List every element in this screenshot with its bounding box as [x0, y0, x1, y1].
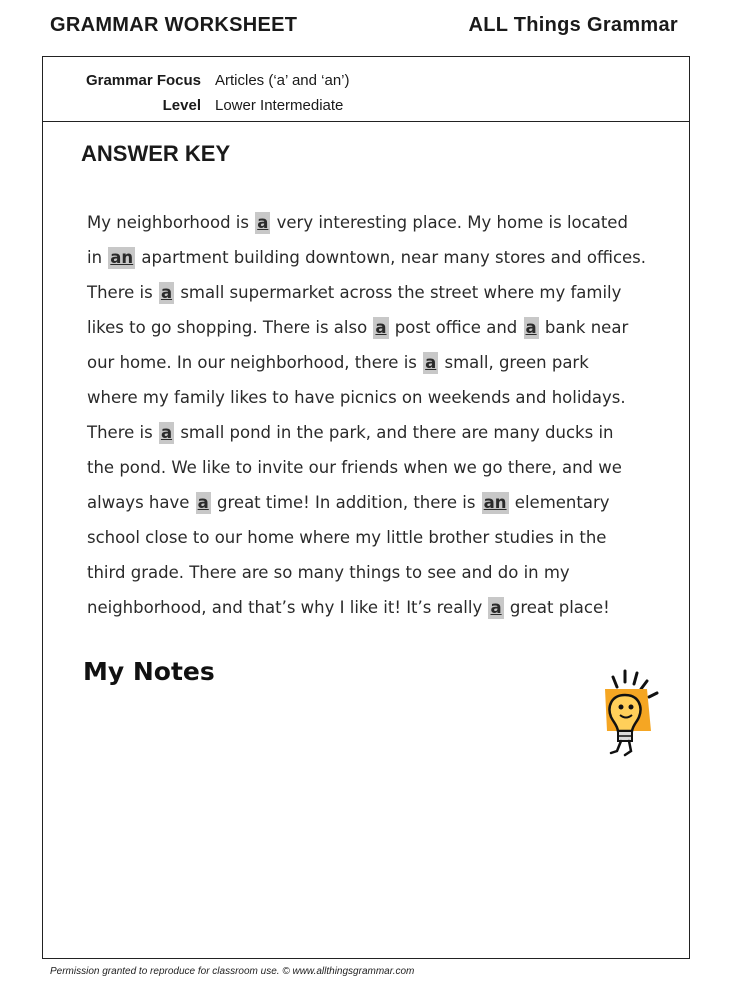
answer-key-heading: ANSWER KEY — [81, 141, 231, 166]
passage-line — [87, 205, 667, 240]
answer-article: a — [160, 283, 173, 302]
passage-text: great time! In addition, there is — [211, 493, 481, 512]
grammar-focus-label: Grammar Focus — [85, 72, 201, 89]
worksheet-frame — [42, 56, 690, 959]
info-box — [43, 57, 689, 122]
passage-text: neighborhood, and that’s why I like it! It’s really — [87, 598, 488, 617]
answer-article: a — [490, 598, 502, 617]
passage-line — [87, 240, 667, 275]
level-label: Level — [162, 97, 201, 114]
worksheet-title: GRAMMAR WORKSHEET — [50, 14, 298, 36]
answer-article: a — [375, 318, 387, 337]
level-value: Lower Intermediate — [215, 97, 344, 114]
passage-text: post office and — [389, 318, 523, 337]
notes-heading: My Notes — [83, 657, 215, 686]
passage-text: likes to go shopping. There is also — [87, 318, 373, 337]
passage-line — [87, 415, 667, 450]
passage-text: third grade. There are so many things to see and do in my — [87, 563, 570, 582]
answer-article: a — [197, 493, 209, 512]
passage-text: bank near — [539, 318, 629, 337]
answer-article: a — [525, 318, 537, 337]
passage-text: the pond. We like to invite our friends when we go there, and we — [87, 458, 622, 477]
passage-text: My neighborhood is — [87, 213, 255, 232]
passage-line — [87, 275, 667, 310]
passage — [87, 205, 667, 625]
grammar-focus-value: Articles (‘a’ and ‘an’) — [215, 72, 350, 89]
passage-text: There is — [87, 283, 158, 302]
passage-text: in — [87, 248, 108, 267]
passage-text: elementary — [509, 493, 610, 512]
lightbulb-mascot-icon — [595, 667, 667, 763]
brand-title: ALL Things Grammar — [468, 14, 678, 36]
passage-text: There is — [87, 423, 158, 442]
passage-line — [87, 485, 667, 520]
passage-text: apartment building downtown, near many stores and offices. — [136, 248, 647, 267]
answer-article: an — [483, 493, 507, 512]
passage-text: great place! — [504, 598, 610, 617]
permission-footer: Permission granted to reproduce for classroom use. © www.allthingsgrammar.com — [50, 966, 415, 977]
passage-line — [87, 310, 667, 345]
passage-text: small supermarket across the street where my family — [175, 283, 622, 302]
passage-text: where my family likes to have picnics on weekends and holidays. — [87, 388, 626, 407]
passage-text: small pond in the park, and there are many ducks in — [175, 423, 614, 442]
passage-line — [87, 450, 667, 485]
passage-line — [87, 345, 667, 380]
passage-line — [87, 590, 667, 625]
passage-line — [87, 555, 667, 590]
passage-line — [87, 380, 667, 415]
passage-text: very interesting place. My home is located — [271, 213, 628, 232]
answer-article: a — [160, 423, 173, 442]
answer-article: a — [425, 353, 437, 372]
passage-text: small, green park — [439, 353, 589, 372]
answer-article: an — [110, 248, 134, 267]
answer-article: a — [257, 213, 269, 232]
passage-text: always have — [87, 493, 195, 512]
passage-text: our home. In our neighborhood, there is — [87, 353, 423, 372]
passage-line — [87, 520, 667, 555]
passage-text: school close to our home where my little brother studies in the — [87, 528, 607, 547]
